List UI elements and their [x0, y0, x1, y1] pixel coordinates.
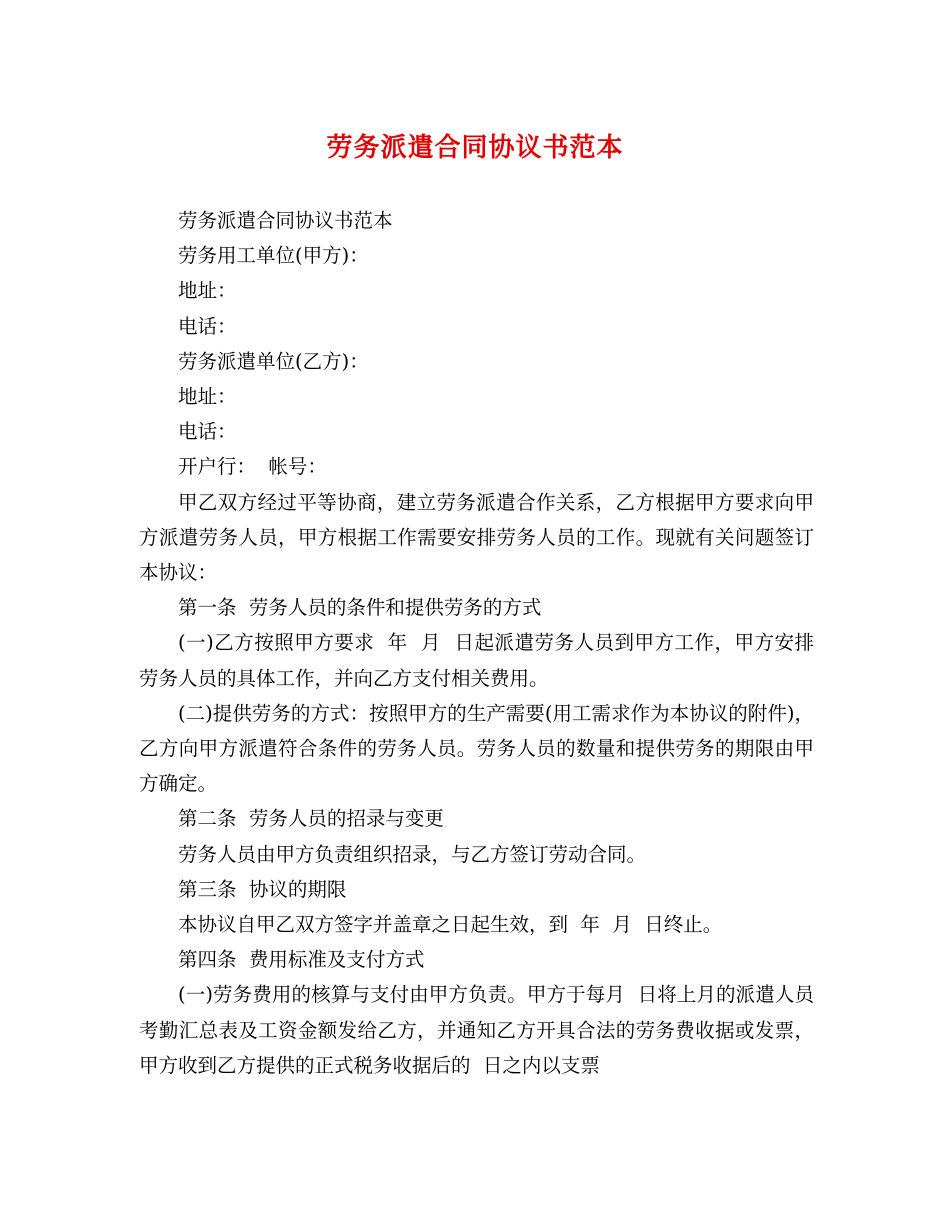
paragraph-article-4-heading: 第四条 费用标准及支付方式 — [178, 948, 425, 972]
paragraph-party-b-address: 地址： — [178, 385, 237, 409]
paragraph-article-3-heading: 第三条 协议的期限 — [178, 877, 347, 901]
paragraph-article-2-body: 劳务人员由甲方负责组织招录，与乙方签订劳动合同。 — [178, 842, 647, 866]
paragraph-article-2-heading: 第二条 劳务人员的招录与变更 — [178, 807, 444, 831]
paragraph-party-b: 劳务派遣单位(乙方)： — [178, 349, 369, 373]
paragraph-article-1-item-1: (一)乙方按照甲方要求 年 月 日起派遣劳务人员到甲方工作，甲方安排劳务人员的具体工作，并向乙方支付相关费用。 — [139, 631, 814, 690]
paragraph-party-a-address: 地址： — [178, 279, 237, 303]
paragraph-article-1-item-2: (二)提供劳务的方式：按照甲方的生产需要(用工需求作为本协议的附件)，乙方向甲方派遣符合条件的劳务人员。劳务人员的数量和提供劳务的期限由甲方确定。 — [139, 701, 814, 796]
document-body — [139, 203, 814, 1083]
paragraph-doc-name: 劳务派遣合同协议书范本 — [178, 209, 393, 232]
paragraph-article-1-heading: 第一条 劳务人员的条件和提供劳务的方式 — [178, 596, 542, 620]
paragraph-party-a-phone: 电话： — [178, 314, 237, 338]
paragraph-article-4-item-1: (一)劳务费用的核算与支付由甲方负责。甲方于每月 日将上月的派遣人员考勤汇总表及工资金额发给乙方，并通知乙方开具合法的劳务费收据或发票，甲方收到乙方提供的正式税务收据后的 日之内以支票 — [139, 983, 814, 1077]
paragraph-party-a: 劳务用工单位(甲方)： — [178, 244, 369, 268]
paragraph-party-b-phone: 电话： — [178, 420, 237, 444]
document-title: 劳务派遣合同协议书范本 — [326, 133, 624, 163]
paragraph-bank-account: 开户行： 帐号： — [178, 455, 327, 479]
paragraph-article-3-body: 本协议自甲乙双方签字并盖章之日起生效，到 年 月 日终止。 — [178, 913, 723, 937]
paragraph-preamble: 甲乙双方经过平等协商，建立劳务派遣合作关系，乙方根据甲方要求向甲方派遣劳务人员，甲方根据工作需要安排劳务人员的工作。现就有关问题签订本协议： — [139, 490, 814, 585]
